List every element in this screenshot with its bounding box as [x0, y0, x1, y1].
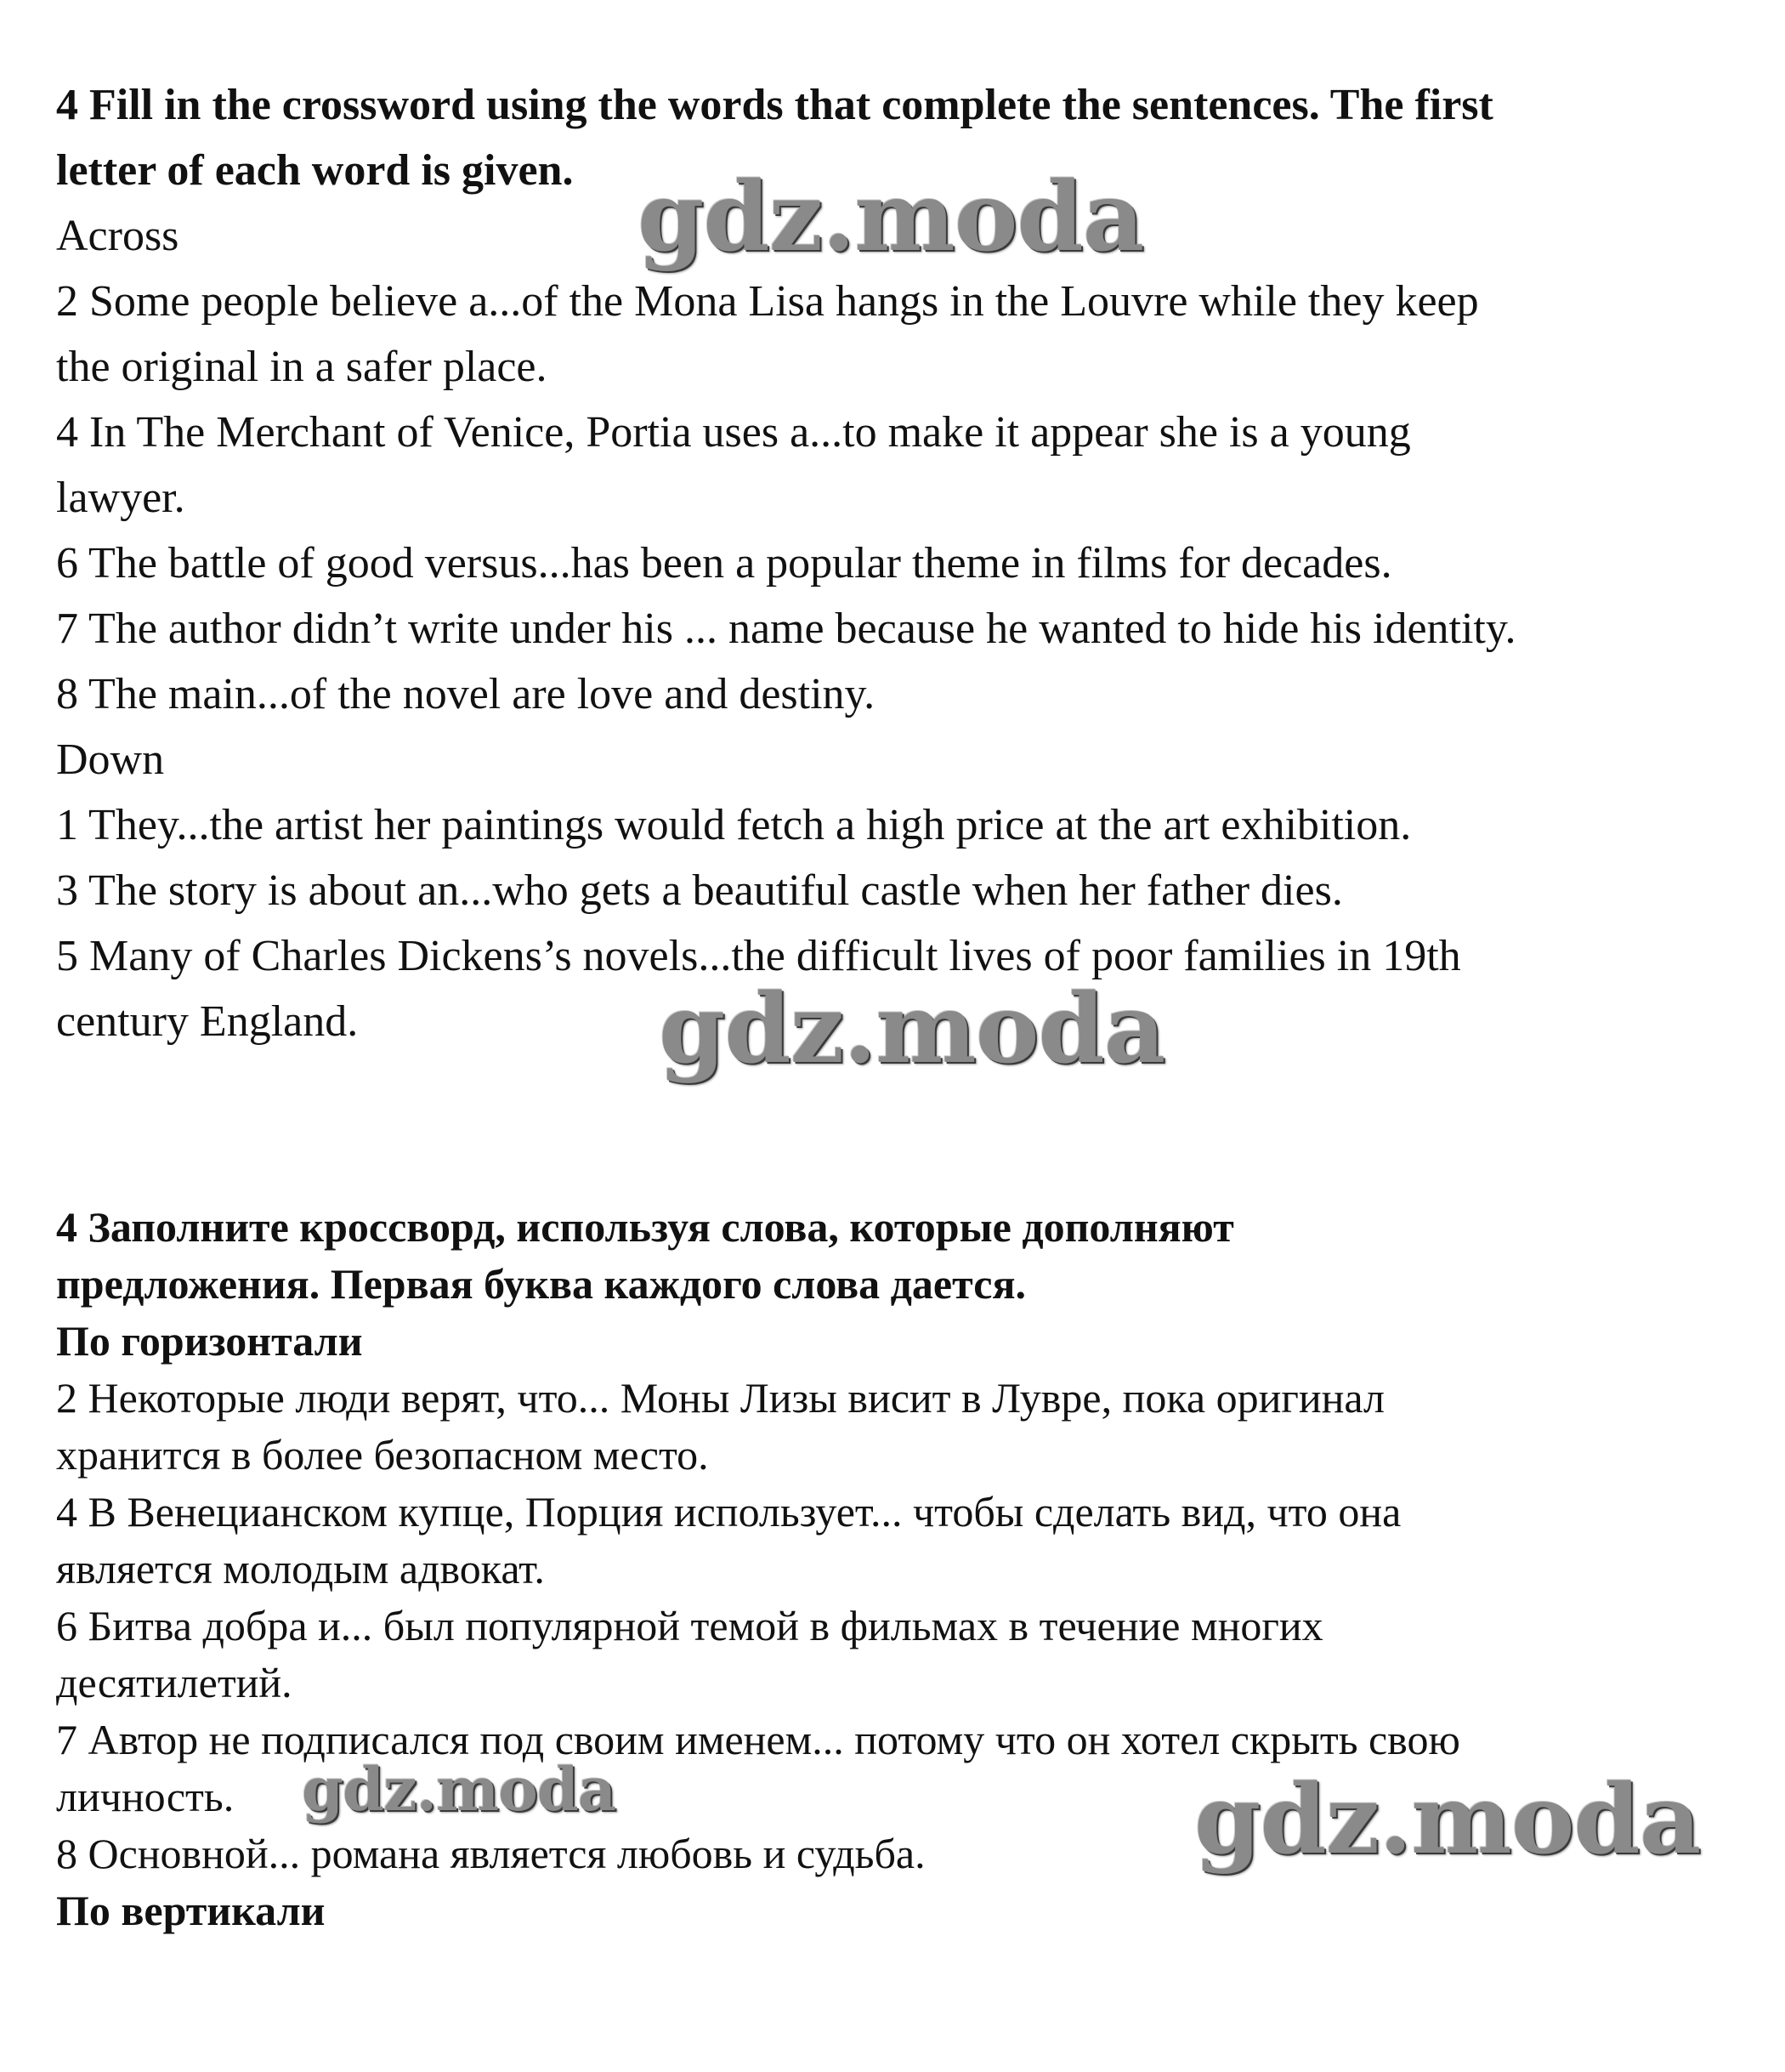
russian-across-4-line1: 4 В Венецианском купце, Порция использует... чтобы сделать вид, что она — [56, 1488, 1402, 1536]
english-across-8: 8 The main...of the novel are love and destiny. — [56, 670, 876, 718]
english-down-5-line1: 5 Many of Charles Dickens’s novels...the difficult lives of poor families in 19th — [56, 932, 1461, 980]
russian-across-6-line1: 6 Битва добра и... был популярной темой в фильмах в течение многих — [56, 1602, 1323, 1649]
english-down-3: 3 The story is about an...who gets a beautiful castle when her father dies. — [56, 866, 1343, 915]
russian-across-2-line1: 2 Некоторые люди верят, что... Моны Лизы висит в Лувре, пока оригинал — [56, 1374, 1385, 1422]
english-across-6: 6 The battle of good versus...has been a popular theme in films for decades. — [56, 539, 1392, 588]
across-label: Across — [56, 212, 179, 260]
english-heading-line2: letter of each word is given. — [56, 146, 574, 195]
russian-across-label: По горизонтали — [56, 1317, 363, 1365]
english-across-2-line2: the original in a safer place. — [56, 343, 547, 391]
watermark-logo: gdz.moda — [638, 162, 1144, 273]
watermark-logo: gdz.moda — [659, 974, 1165, 1085]
russian-heading-line1: 4 Заполните кроссворд, используя слова, которые дополняют — [56, 1203, 1234, 1251]
russian-across-2-line2: хранится в более безопасном место. — [56, 1431, 709, 1479]
russian-heading-line2: предложения. Первая буква каждого слова дается. — [56, 1260, 1027, 1308]
russian-across-6-line2: десятилетий. — [56, 1659, 292, 1706]
russian-across-8: 8 Основной... романа является любовь и судьба. — [56, 1830, 926, 1877]
down-label: Down — [56, 735, 165, 784]
english-across-7: 7 The author didn’t write under his ... name because he wanted to hide his identity. — [56, 605, 1516, 653]
english-across-4-line2: lawyer. — [56, 474, 185, 522]
russian-across-7-line2: личность. — [56, 1773, 235, 1820]
english-heading-line1: 4 Fill in the crossword using the words that complete the sentences. The first — [56, 81, 1493, 129]
english-down-5-line2: century England. — [56, 997, 359, 1046]
watermark-logo: gdz.moda — [1194, 1764, 1701, 1876]
watermark-logo: gdz.moda — [302, 1754, 616, 1825]
english-across-4-line1: 4 In The Merchant of Venice, Portia uses a...to make it appear she is a young — [56, 408, 1411, 457]
english-down-1: 1 They...the artist her paintings would fetch a high price at the art exhibition. — [56, 801, 1412, 849]
english-across-2-line1: 2 Some people believe a...of the Mona Lisa hangs in the Louvre while they keep — [56, 277, 1479, 326]
russian-down-label: По вертикали — [56, 1887, 326, 1934]
russian-across-7-line1: 7 Автор не подписался под своим именем... потому что он хотел скрыть свою — [56, 1716, 1460, 1763]
russian-across-4-line2: является молодым адвокат. — [56, 1545, 545, 1592]
